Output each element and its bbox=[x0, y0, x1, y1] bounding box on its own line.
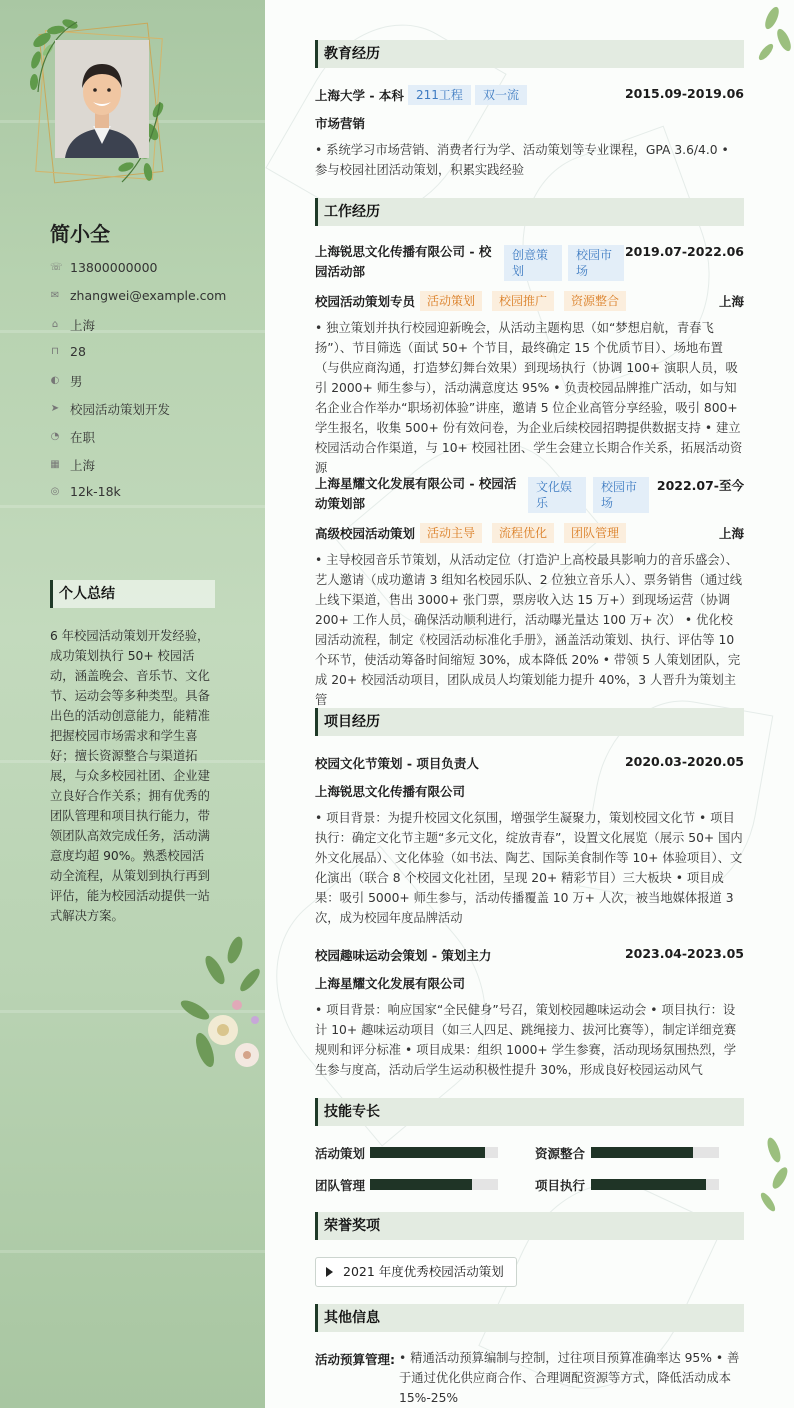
job-1-period: 2019.07-2022.06 bbox=[624, 244, 744, 259]
job-1-role: 校园活动策划专员 bbox=[315, 294, 416, 309]
cake-icon: ⊓ bbox=[51, 345, 59, 357]
work-heading: 工作经历 bbox=[315, 198, 744, 226]
education-school: 上海大学 - 本科 bbox=[315, 88, 404, 103]
info-email bbox=[50, 288, 226, 303]
corner-leaf-icon-bottom bbox=[750, 1130, 794, 1220]
info-target-position bbox=[50, 400, 170, 418]
corner-leaf-icon bbox=[750, 0, 794, 70]
info-target-city bbox=[50, 456, 95, 474]
job-2-tag-2: 校园市场 bbox=[593, 477, 649, 513]
age-value: 28 bbox=[70, 344, 86, 359]
job-1-skill-3: 资源整合 bbox=[564, 291, 626, 311]
skill-1-fill bbox=[370, 1147, 485, 1158]
avatar bbox=[55, 40, 149, 158]
skill-2-fill bbox=[591, 1147, 693, 1158]
job-2-skill-1: 活动主导 bbox=[420, 523, 482, 543]
disclosure-triangle-icon bbox=[326, 1267, 333, 1277]
send-icon: ➤ bbox=[50, 403, 60, 414]
project-1-name: 校园文化节策划 - 项目负责人 bbox=[315, 756, 479, 771]
other-text: • 精通活动预算编制与控制，过往项目预算准确率达 95% • 善于通过优化供应商合作、合理调配资源等方式，降低活动成本 15%-25% bbox=[399, 1351, 740, 1405]
job-2-role: 高级校园活动策划 bbox=[315, 526, 416, 541]
money-icon: ◎ bbox=[50, 485, 60, 497]
job-2-city: 上海 bbox=[718, 526, 744, 541]
phone-value: 13800000000 bbox=[70, 260, 158, 275]
status-icon: ◔ bbox=[50, 431, 60, 442]
project-2-period: 2023.04-2023.05 bbox=[624, 946, 744, 961]
status-value: 在职 bbox=[70, 430, 96, 445]
project-1-description: • 项目背景：为提升校园文化氛围，增强学生凝聚力，策划校园文化节 • 项目执行：确定文化节主题“多元文化，绽放青春”，设置文化展览（展示 50+ 国内外文化展品）、文化体验（如书法、陶艺、国际美食制作等 10+ 体验项目）、文化演出（联合 8 个校园文化社团，呈现 20+ 精彩节目）三大板块 • 项目成果：吸引 5000+ 师生参与，活动传播覆盖 10 万+ 人次，被当地媒体报道 3 次，成为校园年度品牌活动 bbox=[315, 811, 743, 925]
skill-4-bar bbox=[591, 1179, 719, 1190]
skill-4-label: 项目执行 bbox=[535, 1178, 586, 1193]
other-label: 活动预算管理: bbox=[315, 1352, 395, 1367]
project-2-name: 校园趣味运动会策划 - 策划主力 bbox=[315, 948, 492, 963]
info-status bbox=[50, 428, 95, 446]
skill-4-fill bbox=[591, 1179, 706, 1190]
gender-icon: ◐ bbox=[50, 375, 60, 386]
info-age bbox=[50, 344, 86, 359]
job-1-description: • 独立策划并执行校园迎新晚会，从活动主题构思（如“梦想启航，青春飞扬”）、节目筛选（面试 50+ 个节目，最终确定 15 个优质节目）、场地布置（与供应商沟通，打造梦幻舞台效果）到现场执行（协调 100+ 演职人员，吸引 2000+ 师生参与），活动满意度达 95% • 负责校园品牌推广活动，如与知名企业合作举办“职场初体验”讲座，邀请 5 位企业高管分享经验，吸引 800+ 学生报名，收集 500+ 份有效问卷，为企业后续校园招聘提供数据支持 • 建立校园活动合作渠道，与 10+ 校园社团、学生会建立长期合作关系，拓展活动资源 bbox=[315, 321, 743, 475]
job-1-skill-1: 活动策划 bbox=[420, 291, 482, 311]
education-major: 市场营销 bbox=[315, 116, 366, 131]
project-2-description: • 项目背景：响应国家“全民健身”号召，策划校园趣味运动会 • 项目执行：设计 10+ 趣味运动项目（如三人四足、跳绳接力、拔河比赛等），制定详细竞赛规则和评分标准 • 项目成果：组织 1000+ 学生参赛，活动现场氛围热烈，学生参与度高，活动后学生运动积极性提升 30%，形成良好校园运动风气 bbox=[315, 1003, 737, 1077]
skill-1-bar bbox=[370, 1147, 498, 1158]
skill-3-fill bbox=[370, 1179, 472, 1190]
info-location bbox=[50, 316, 95, 334]
skill-3-bar bbox=[370, 1179, 498, 1190]
skill-2-label: 资源整合 bbox=[535, 1146, 586, 1161]
sidebar bbox=[0, 0, 265, 1408]
job-2-description: • 主导校园音乐节策划，从活动定位（打造沪上高校最具影响力的音乐盛会）、艺人邀请（成功邀请 3 组知名校园乐队、2 位独立音乐人）、票务销售（通过线上线下渠道，售出 3000+ 张门票，票房收入达 15 万+）到现场运营（协调 200+ 工作人员，确保活动顺利进行，活动曝光量达 100 万+ 次） • 优化校园活动流程，制定《校园活动标准化手册》，涵盖活动策划、执行、评估等 10 个环节，使活动筹备时间缩短 30%，成本降低 20% • 带领 5 人策划团队，完成 20+ 校园活动项目，团队成员人均策划能力提升 40%，3 人晋升为策划主管 bbox=[315, 553, 743, 707]
job-1-company: 上海锐思文化传播有限公司 - 校园活动部 bbox=[315, 244, 492, 279]
target-city-value: 上海 bbox=[70, 458, 96, 473]
info-salary bbox=[50, 484, 121, 499]
salary-value: 12k-18k bbox=[70, 484, 121, 499]
education-tag-1: 211工程 bbox=[408, 85, 471, 105]
job-2-period: 2022.07-至今 bbox=[656, 478, 744, 493]
job-1-city: 上海 bbox=[718, 294, 744, 309]
honors-heading: 荣誉奖项 bbox=[315, 1212, 744, 1240]
email-value: zhangwei@example.com bbox=[70, 288, 227, 303]
job-2-tag-1: 文化娱乐 bbox=[528, 477, 586, 513]
gender-value: 男 bbox=[70, 374, 83, 389]
building-icon: ▦ bbox=[50, 459, 60, 470]
summary-heading: 个人总结 bbox=[50, 580, 215, 608]
project-2-org: 上海星耀文化发展有限公司 bbox=[315, 976, 466, 991]
education-heading: 教育经历 bbox=[315, 40, 744, 68]
job-2-skill-3: 团队管理 bbox=[564, 523, 626, 543]
education-period: 2015.09-2019.06 bbox=[624, 86, 744, 101]
job-1-tag-1: 创意策划 bbox=[504, 245, 562, 281]
skill-2-bar bbox=[591, 1147, 719, 1158]
education-tag-2: 双一流 bbox=[475, 85, 527, 105]
location-value: 上海 bbox=[70, 318, 96, 333]
other-heading: 其他信息 bbox=[315, 1304, 744, 1332]
home-icon: ⌂ bbox=[51, 319, 59, 330]
job-2-skill-2: 流程优化 bbox=[492, 523, 554, 543]
skill-1-label: 活动策划 bbox=[315, 1146, 366, 1161]
mail-icon: ✉ bbox=[50, 289, 60, 301]
skills-heading: 技能专长 bbox=[315, 1098, 744, 1126]
job-1-tag-2: 校园市场 bbox=[568, 245, 624, 281]
honor-item-1[interactable] bbox=[315, 1257, 517, 1287]
projects-heading: 项目经历 bbox=[315, 708, 744, 736]
project-1-period: 2020.03-2020.05 bbox=[624, 754, 744, 769]
honor-item-1-label: 2021 年度优秀校园活动策划 bbox=[343, 1264, 504, 1279]
profile-name: 简小全 bbox=[50, 222, 110, 246]
job-1-skill-2: 校园推广 bbox=[492, 291, 554, 311]
project-1-org: 上海锐思文化传播有限公司 bbox=[315, 784, 466, 799]
summary-text: 6 年校园活动策划开发经验，成功策划执行 50+ 校园活动，涵盖晚会、音乐节、文化节、运动会等多种类型。具备出色的活动创意能力，能精准把握校园市场需求和学生喜好；擅长资源整合与渠道拓展，与众多校园社团、企业建立良好合作关系；拥有优秀的团队管理和项目执行能力，带领团队高效完成任务，活动满意度均超 90%。熟悉校园活动全流程，从策划到执行再到评估，能为校园活动提供一站式解决方案。 bbox=[50, 629, 210, 923]
education-description: • 系统学习市场营销、消费者行为学、活动策划等专业课程，GPA 3.6/4.0 • 参与校园社团活动策划，积累实践经验 bbox=[315, 143, 729, 177]
flower-bouquet-icon bbox=[175, 930, 265, 1090]
phone-icon: ☏ bbox=[50, 261, 63, 273]
info-gender bbox=[50, 372, 83, 390]
job-2-company: 上海星耀文化发展有限公司 - 校园活动策划部 bbox=[315, 476, 517, 511]
target-position-value: 校园活动策划开发 bbox=[70, 402, 171, 417]
info-phone bbox=[50, 260, 157, 275]
skill-3-label: 团队管理 bbox=[315, 1178, 366, 1193]
